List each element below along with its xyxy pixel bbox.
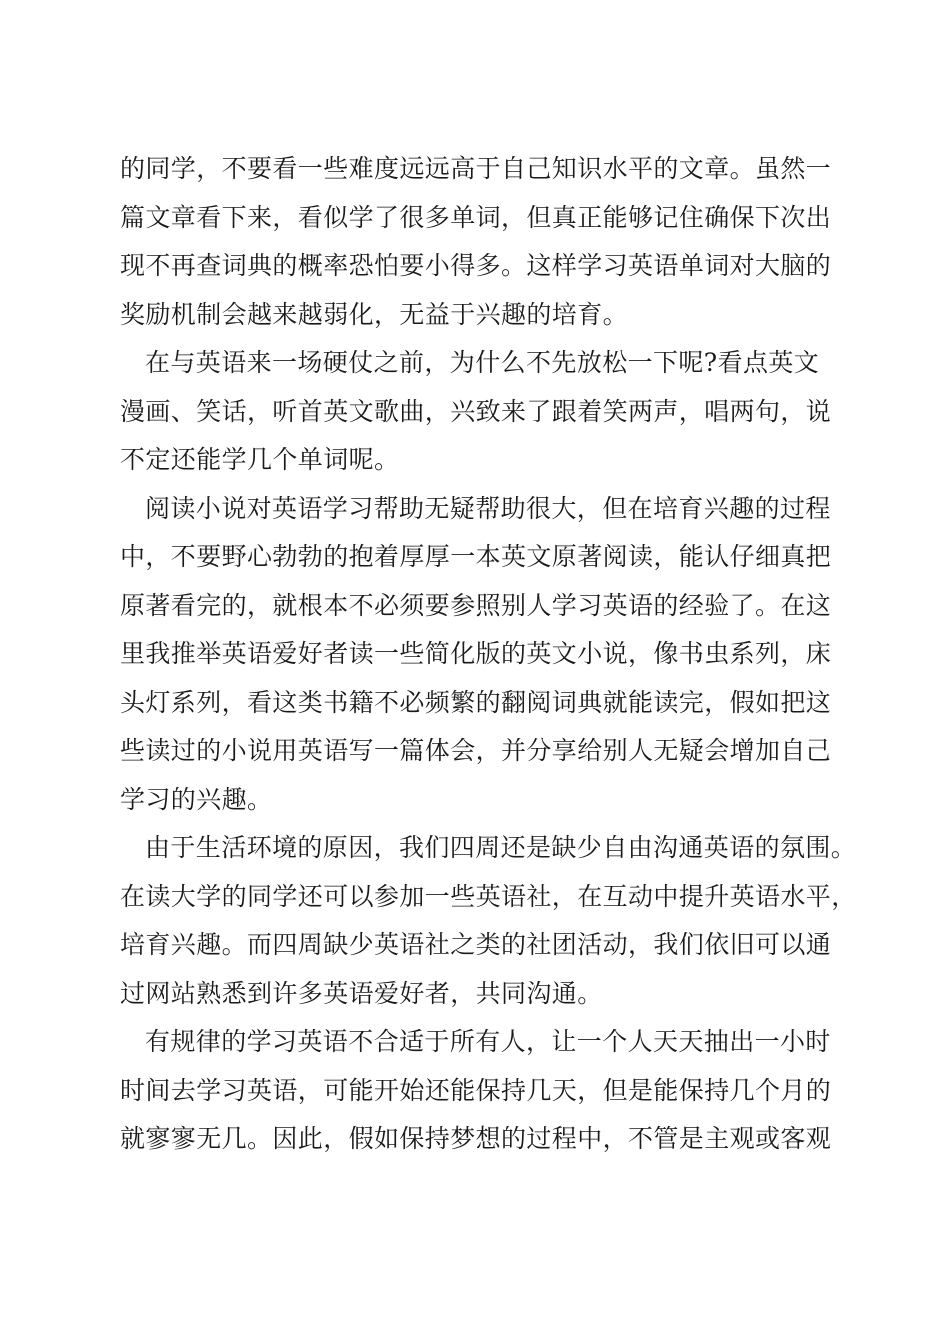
- text-line: 里我推举英语爱好者读一些简化版的英文小说，像书虫系列，床: [120, 639, 832, 668]
- paragraph-start-line: 在与英语来一场硬仗之前，为什么不先放松一下呢?看点英文: [145, 348, 820, 377]
- text-line: 培育兴趣。而四周缺少英语社之类的社团活动，我们依旧可以通: [120, 930, 832, 959]
- text-line: 些读过的小说用英语写一篇体会，并分享给别人无疑会增加自己: [120, 736, 832, 765]
- text-line: 不定还能学几个单词呢。: [120, 445, 400, 474]
- text-line: 学习的兴趣。: [120, 784, 273, 814]
- paragraph-start-line: 由于生活环境的原因，我们四周还是缺少自由沟通英语的氛围。: [145, 833, 857, 862]
- text-line: 篇文章看下来，看似学了很多单词，但真正能够记住确保下次出: [120, 202, 832, 232]
- text-line: 过网站熟悉到许多英语爱好者，共同沟通。: [120, 978, 603, 1008]
- text-line: 奖励机制会越来越弱化，无益于兴趣的培育。: [120, 299, 629, 329]
- text-line: 时间去学习英语，可能开始还能保持几天，但是能保持几个月的: [120, 1075, 832, 1105]
- text-line: 在读大学的同学还可以参加一些英语社，在互动中提升英语水平，: [120, 881, 857, 911]
- document-body: [120, 145, 857, 1164]
- text-line: 原著看完的，就根本不必须要参照别人学习英语的经验了。在这: [120, 590, 832, 620]
- text-line: 就寥寥无几。因此，假如保持梦想的过程中，不管是主观或客观: [120, 1124, 832, 1153]
- paragraph-start-line: 有规律的学习英语不合适于所有人，让一个人天天抽出一小时: [145, 1027, 831, 1056]
- text-line: 头灯系列，看这类书籍不必频繁的翻阅词典就能读完，假如把这: [120, 687, 832, 717]
- text-line: 的同学，不要看一些难度远远高于自己知识水平的文章。虽然一: [120, 154, 832, 183]
- text-line: 现不再查词典的概率恐怕要小得多。这样学习英语单词对大脑的: [120, 251, 832, 280]
- text-line: 中，不要野心勃勃的抱着厚厚一本英文原著阅读，能认仔细真把: [120, 542, 832, 571]
- text-line: 漫画、笑话，听首英文歌曲，兴致来了跟着笑两声，唱两句，说: [120, 396, 832, 426]
- paragraph-start-line: 阅读小说对英语学习帮助无疑帮助很大，但在培育兴趣的过程: [145, 493, 831, 523]
